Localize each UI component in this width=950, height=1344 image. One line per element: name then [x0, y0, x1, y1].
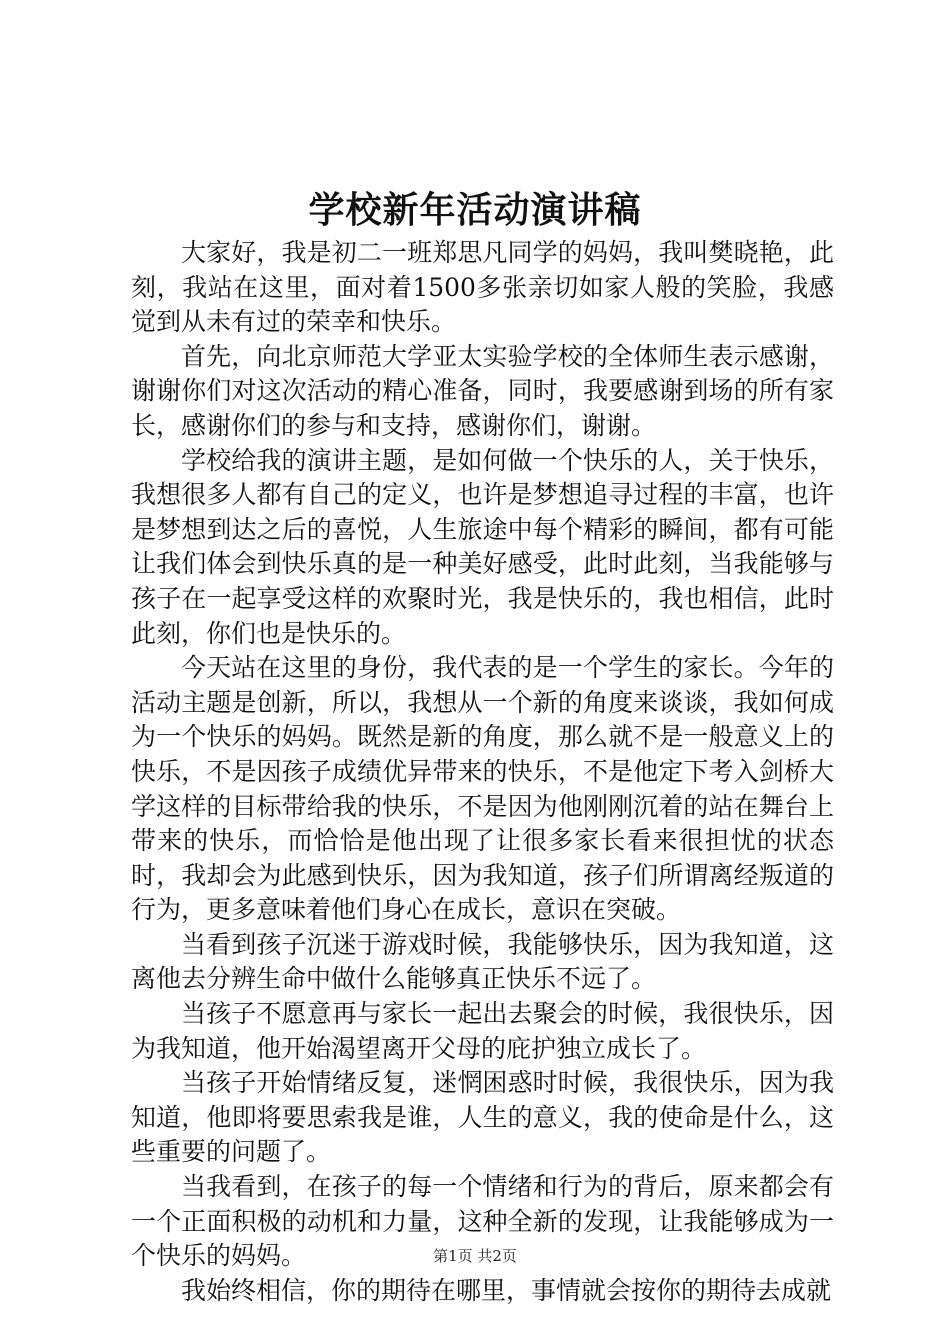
paragraph: 今天站在这里的身份，我代表的是一个学生的家长。今年的活动主题是创新，所以，我想从一个新的角度来谈谈，我如何成为一个快乐的妈妈。既然是新的角度，那么就不是一般意义上的快乐，不是因孩子成绩优异带来的快乐，不是他定下考入剑桥大学这样的目标带给我的快乐，不是因为他刚刚沉着的站在舞台上带来的快乐，而恰恰是他出现了让很多家长看来很担忧的状态时，我却会为此感到快乐，因为我知道，孩子们所谓离经叛道的行为，更多意味着他们身心在成长，意识在突破。: [131, 653, 834, 925]
document-title: 学校新年活动演讲稿: [308, 189, 642, 231]
paragraph: 当孩子不愿意再与家长一起出去聚会的时候，我很快乐，因为我知道，他开始渴望离开父母的庇护独立成长了。: [131, 999, 834, 1063]
paragraph: 当孩子开始情绪反复，迷惘困惑时时候，我很快乐，因为我知道，他即将要思索我是谁，人生的意义，我的使命是什么，这些重要的问题了。: [131, 1068, 834, 1167]
paragraph: 大家好，我是初二一班郑思凡同学的妈妈，我叫樊晓艳，此刻，我站在这里，面对着1500多张亲切如家人般的笑脸，我感觉到从未有过的荣幸和快乐。: [131, 238, 834, 337]
paragraph: 首先，向北京师范大学亚太实验学校的全体师生表示感谢，谢谢你们对这次活动的精心准备，同时，我要感谢到场的所有家长，感谢你们的参与和支持，感谢你们，谢谢。: [131, 341, 834, 440]
document-body: [131, 236, 834, 1308]
paragraph: 当看到孩子沉迷于游戏时候，我能够快乐，因为我知道，这离他去分辨生命中做什么能够真正快乐不远了。: [131, 929, 834, 994]
paragraph: 学校给我的演讲主题，是如何做一个快乐的人，关于快乐，我想很多人都有自己的定义，也许是梦想追寻过程的丰富，也许是梦想到达之后的喜悦，人生旅途中每个精彩的瞬间，都有可能让我们体会到快乐真的是一种美好感受，此时此刻，当我能够与孩子在一起享受这样的欢聚时光，我是快乐的，我也相信，此时此刻，你们也是快乐的。: [131, 445, 834, 648]
page-footer: 第1页 共2页: [433, 1247, 517, 1265]
paragraph: 当我看到，在孩子的每一个情绪和行为的背后，原来都会有一个正面积极的动机和力量，这种全新的发现，让我能够成为一个快乐的妈妈。: [131, 1172, 834, 1271]
paragraph: 我始终相信，你的期待在哪里，事情就会按你的期待去成就: [181, 1275, 832, 1305]
